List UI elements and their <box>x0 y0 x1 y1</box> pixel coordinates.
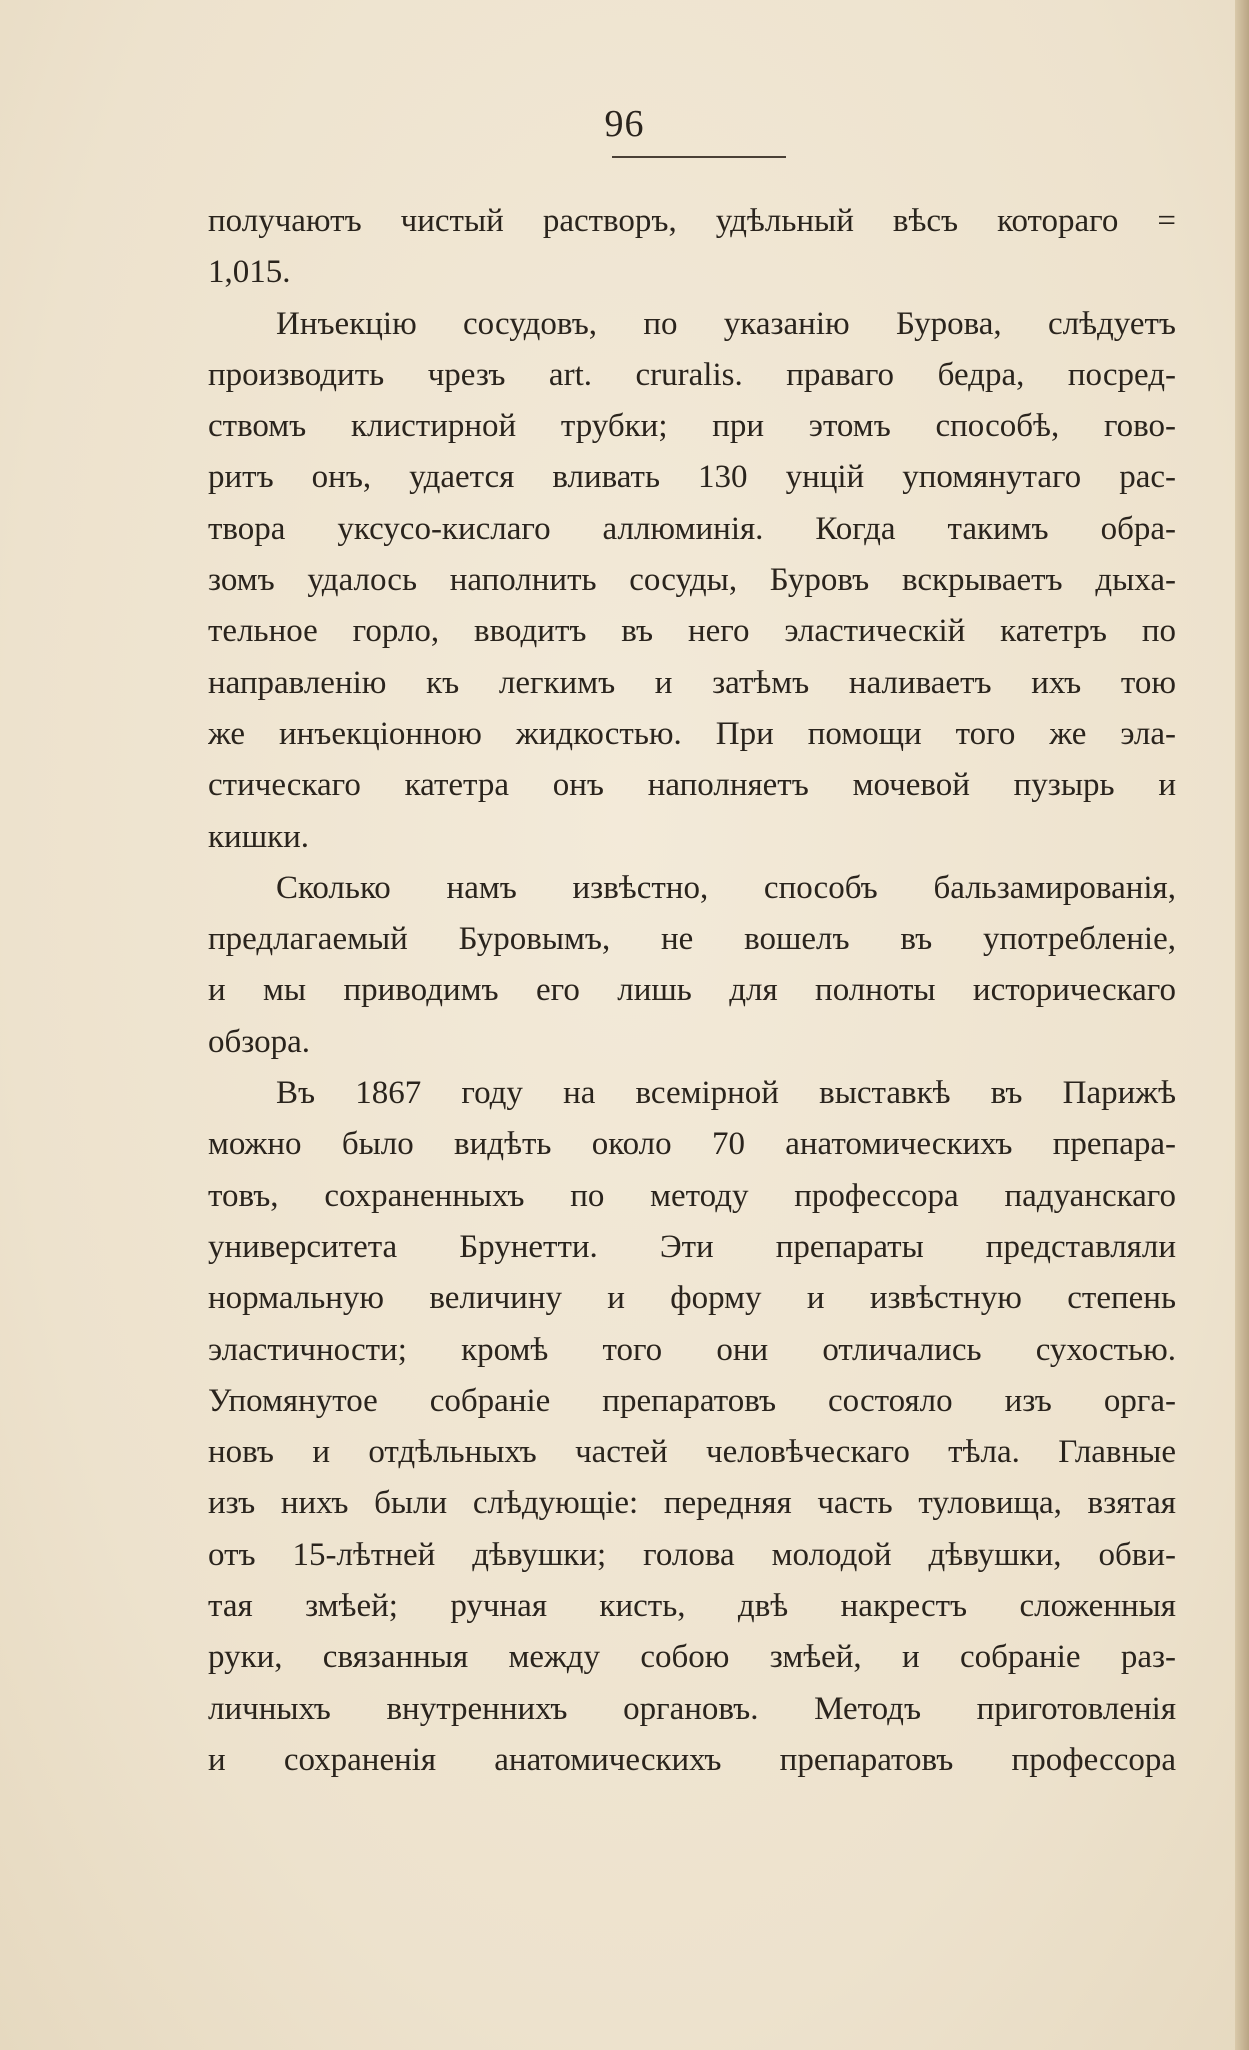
page-number: 96 <box>604 103 645 145</box>
text-line: производить чрезъ art. cruralis. праваго бедра, посред- <box>208 356 1176 393</box>
text-line: личныхъ внутреннихъ органовъ. Методъ приготовленія <box>208 1690 1176 1727</box>
text-line: руки, связанныя между собою змѣей, и собраніе раз- <box>208 1639 1176 1676</box>
text-line: зомъ удалось наполнить сосуды, Буровъ вскрываетъ дыха- <box>208 562 1176 599</box>
text-line: новъ и отдѣльныхъ частей человѣческаго тѣла. Главные <box>208 1434 1176 1471</box>
text-line: тая змѣей; ручная кисть, двѣ накрестъ сложенныя <box>208 1588 1176 1625</box>
text-line: Инъекцію сосудовъ, по указанію Бурова, слѣдуетъ <box>276 305 1176 342</box>
text-line: эластичности; кромѣ того они отличались сухостью. <box>208 1331 1176 1368</box>
text-line: университета Брунетти. Эти препараты представляли <box>208 1228 1176 1265</box>
text-line: ритъ онъ, удается вливать 130 унцій упомянутаго рас- <box>208 459 1176 496</box>
text-line: предлагаемый Буровымъ, не вошелъ въ употребленіе, <box>208 921 1176 958</box>
text-line: получаютъ чистый растворъ, удѣльный вѣсъ котораго = <box>208 203 1176 239</box>
text-line: Сколько намъ извѣстно, способъ бальзамированія, <box>276 869 1176 906</box>
text-line: и мы приводимъ его лишь для полноты историческаго <box>208 972 1176 1009</box>
body-text <box>208 196 1176 1786</box>
text-line: можно было видѣть около 70 анатомическихъ препара- <box>208 1126 1176 1163</box>
text-line: стическаго катетра онъ наполняетъ мочевой пузырь и <box>208 767 1176 804</box>
text-line: твора уксусо-кислаго аллюминія. Когда такимъ обра- <box>208 510 1176 547</box>
text-line: же инъекціонною жидкостью. При помощи того же эла- <box>208 715 1176 752</box>
text-line: тельное горло, вводитъ въ него эластическій катетръ по <box>208 613 1176 650</box>
text-line: Въ 1867 году на всемірной выставкѣ въ Парижѣ <box>276 1075 1176 1112</box>
text-line: нормальную величину и форму и извѣстную степень <box>208 1280 1176 1317</box>
header-rule <box>612 156 786 158</box>
text-line: и сохраненія анатомическихъ препаратовъ профессора <box>208 1741 1176 1778</box>
text-line: изъ нихъ были слѣдующіе: передняя часть туловища, взятая <box>208 1485 1176 1522</box>
page-edge-shadow <box>1235 0 1249 2050</box>
text-line: Упомянутое собраніе препаратовъ состояло изъ орга- <box>208 1382 1176 1419</box>
text-line: отъ 15-лѣтней дѣвушки; голова молодой дѣвушки, обви- <box>208 1536 1176 1573</box>
text-line: ствомъ клистирной трубки; при этомъ способѣ, гово- <box>208 408 1176 445</box>
text-line: направленію къ легкимъ и затѣмъ наливаетъ ихъ тою <box>208 664 1176 701</box>
text-line: кишки. <box>208 818 310 855</box>
text-line: 1,015. <box>208 254 291 291</box>
text-line: обзора. <box>208 1023 311 1060</box>
text-line: товъ, сохраненныхъ по методу профессора падуанскаго <box>208 1177 1176 1214</box>
